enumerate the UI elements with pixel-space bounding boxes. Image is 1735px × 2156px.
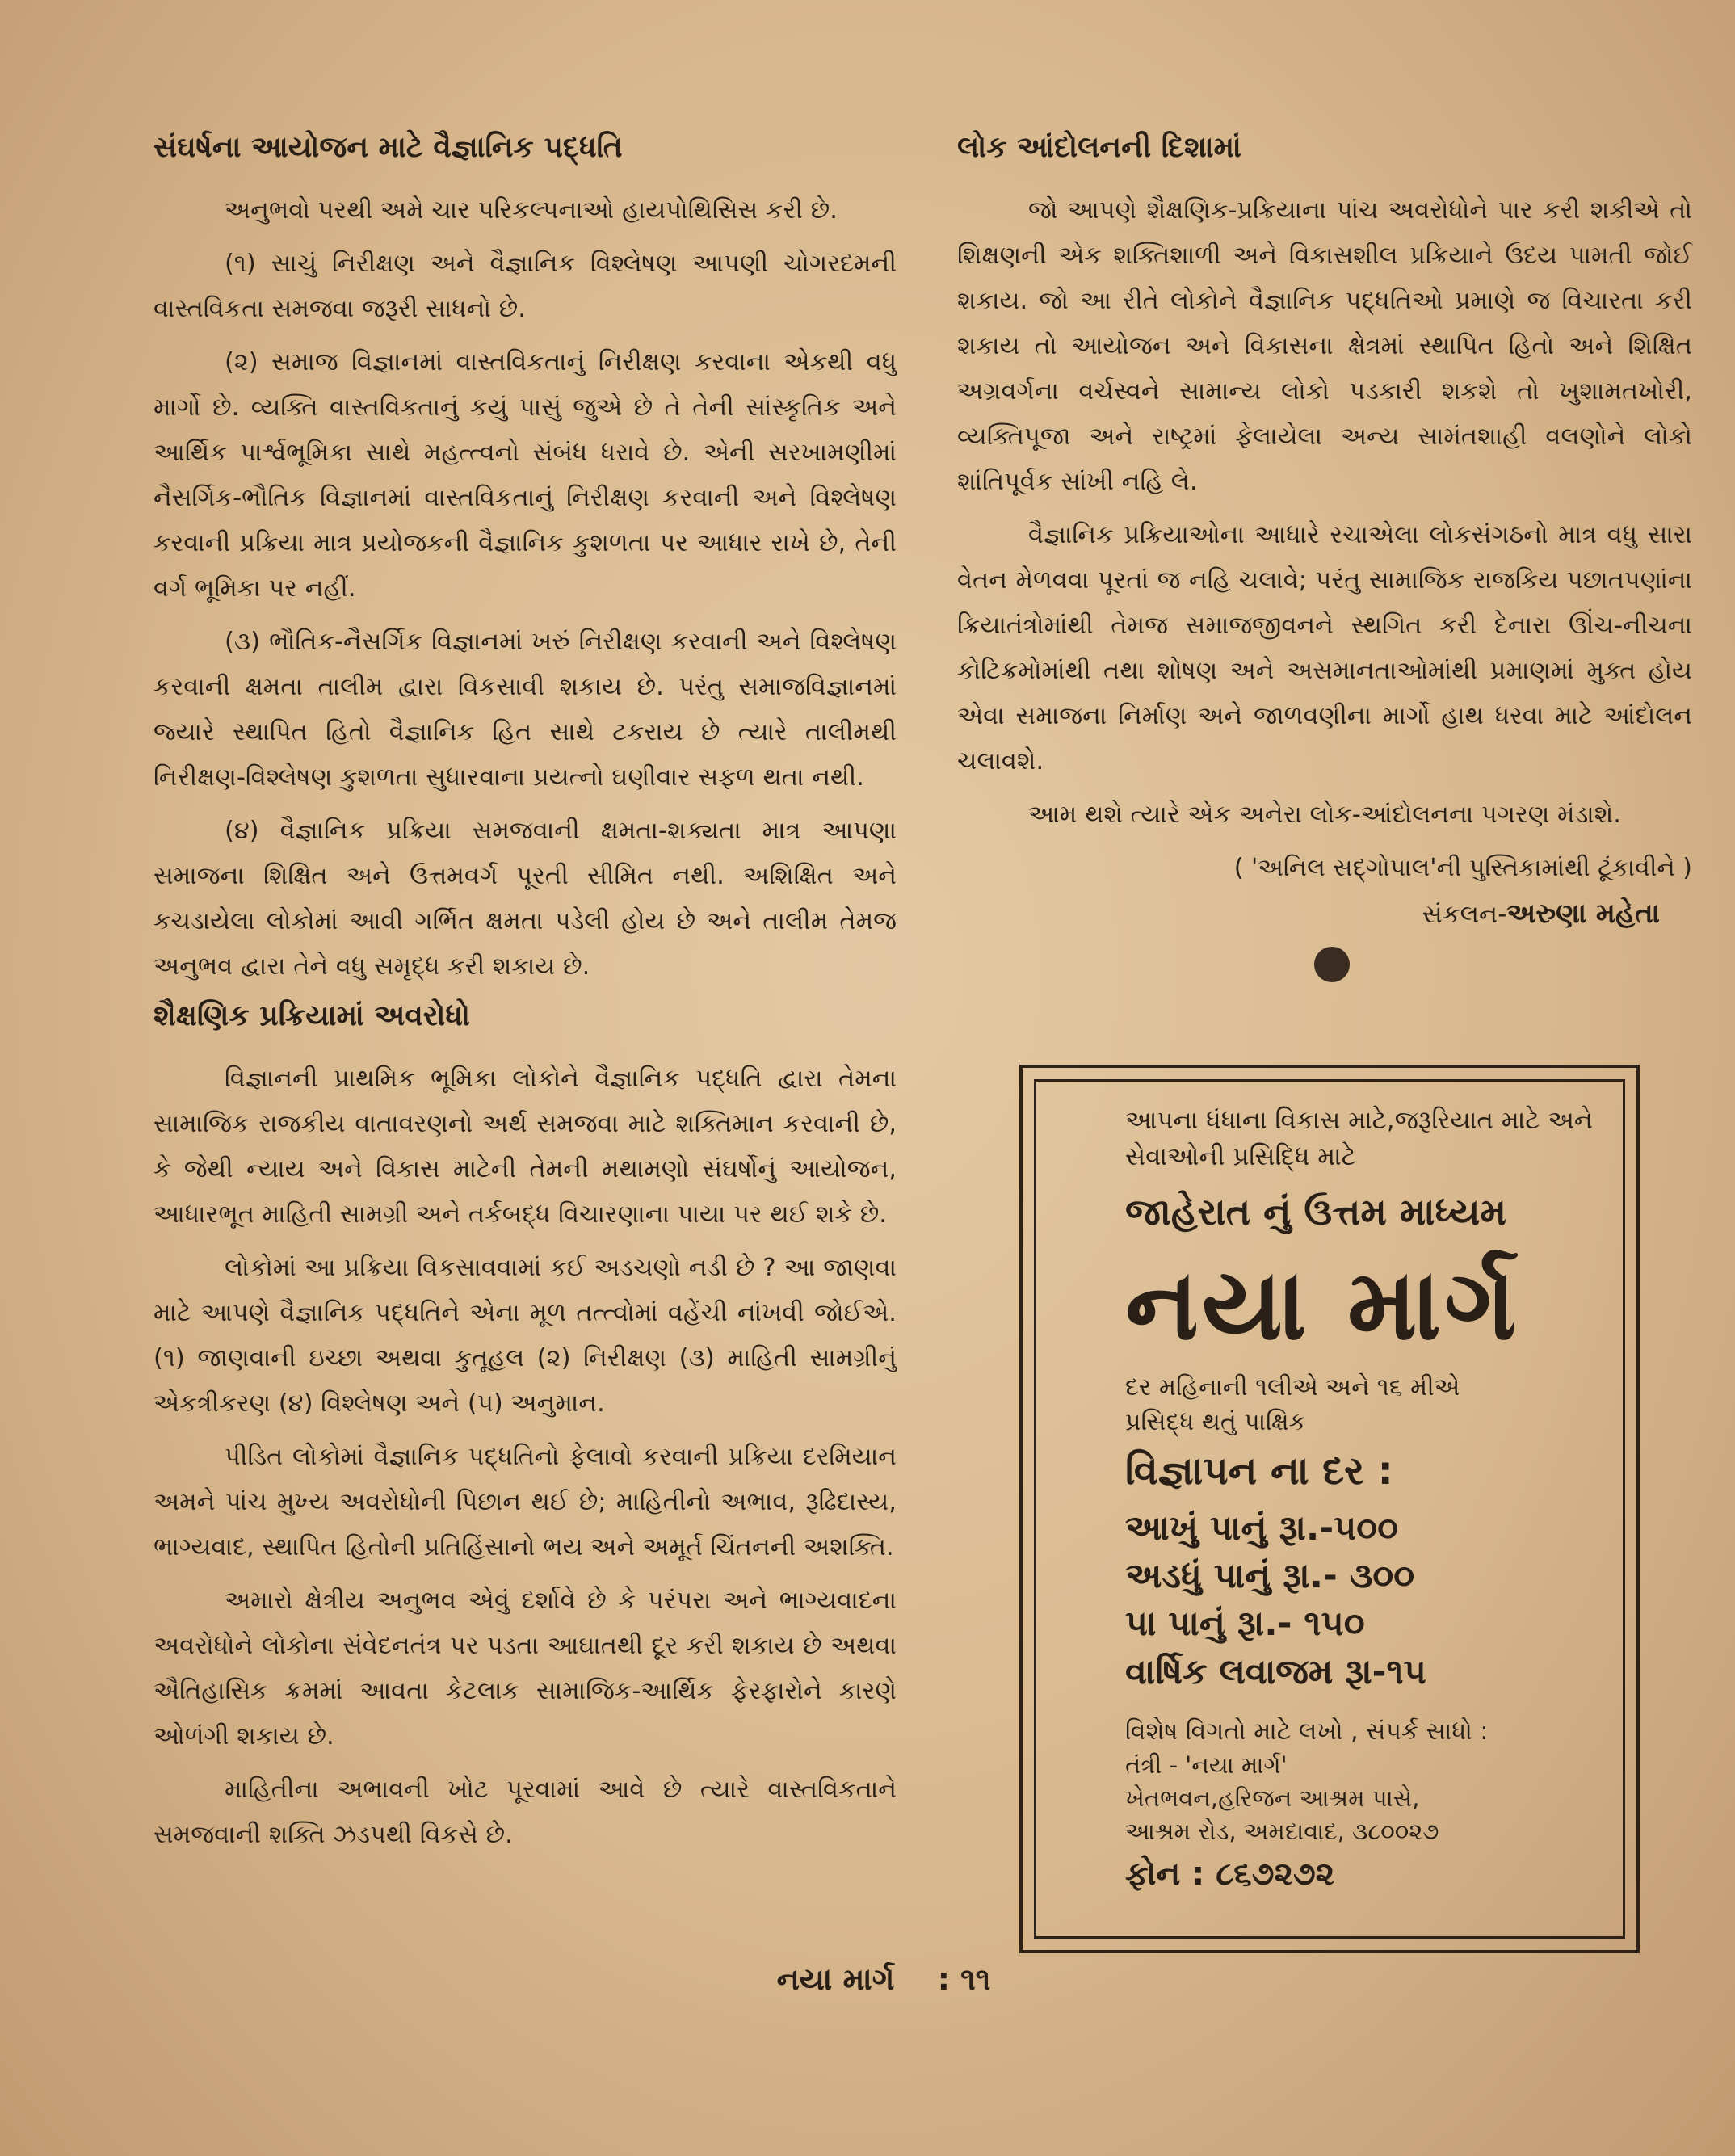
ad-address: ખેતભવન,હરિજન આશ્રમ પાસે, [1125, 1784, 1420, 1812]
byline-prefix: સંકલન- [1422, 899, 1507, 929]
section-heading-obstacles: શૈક્ષણિક પ્રક્રિયામાં અવરોધો [153, 998, 470, 1032]
paragraph: (૪) વૈજ્ઞાનિક પ્રક્રિયા સમજવાની ક્ષમતા-શક્યતા માત્ર આપણા સમાજના શિક્ષિત અને ઉત્તમવર્ગ પૂરતી સીમિત નથી. અશિક્ષિત અને કચડાયેલા લોકોમાં આવી ગર્ભિત ક્ષમતા પડેલી હોય છે અને તાલીમ તેમજ અનુભવ દ્વારા તેને વધુ સમૃદ્ધ કરી શકાય છે. [153, 816, 897, 981]
ad-tagline: સેવાઓની પ્રસિદ્ધિ માટે [1125, 1141, 1356, 1171]
ad-rate-subscription: વાર્ષિક લવાજમ રૂા-૧૫ [1125, 1651, 1426, 1692]
author-name: અરુણા મહેતા [1506, 897, 1660, 930]
footer-brand: નયા માર્ગ [776, 1961, 895, 1997]
paragraph: વૈજ્ઞાનિક પ્રક્રિયાઓના આધારે રચાએલા લોકસંગઠનો માત્ર વધુ સારા વેતન મેળવવા પૂરતાં જ નહિ ચલાવે; પરંતુ સામાજિક રાજકિય પછાતપણાંના ક્રિયાતંત્રોમાંથી તેમજ સમાજજીવનને સ્થગિત કરી દેનારા ઊંચ-નીચના કોટિક્રમોમાંથી તથા શોષણ અને અસમાનતાઓમાંથી પ્રમાણમાં મુક્ત હોય એવા સમાજના નિર્માણ અને જાળવણીના માર્ગો હાથ ધરવા માટે આંદોલન ચલાવશે. [957, 520, 1692, 775]
source-citation: ( 'અનિલ સદ્ગોપાલ'ની પુસ્તિકામાંથી ટૂંકાવીને ) [1233, 853, 1692, 882]
section-heading-method: સંઘર્ષના આયોજન માટે વૈજ્ઞાનિક પદ્ધતિ [153, 131, 623, 164]
compiler-byline [957, 891, 1692, 937]
advertisement-inner-frame [1034, 1079, 1625, 1939]
paragraph: (૧) સાચું નિરીક્ષણ અને વૈજ્ઞાનિક વિશ્લેષણ આપણી ચોગરદમની વાસ્તવિકતા સમજવા જરૂરી સાધનો છે. [153, 249, 897, 323]
paragraph: વિજ્ઞાનની પ્રાથમિક ભૂમિકા લોકોને વૈજ્ઞાનિક પદ્ધતિ દ્વારા તેમના સામાજિક રાજકીય વાતાવરણનો અર્થ સમજવા માટે શક્તિમાન કરવાની છે, કે જેથી ન્યાય અને વિકાસ માટેની તેમની મથામણો સંઘર્ષોનું આયોજન, આધારભૂત માહિતી સામગ્રી અને તર્કબદ્ધ વિચારણાના પાયા પર થઈ શકે છે. [153, 1064, 897, 1229]
advertisement-box [1019, 1065, 1640, 1953]
ad-address: તંત્રી - 'નયા માર્ગ' [1125, 1751, 1288, 1780]
paragraph: (૨) સમાજ વિજ્ઞાનમાં વાસ્તવિકતાનું નિરીક્ષણ કરવાના એકથી વધુ માર્ગો છે. વ્યક્તિ વાસ્તવિકતાનું કયું પાસું જુએ છે તે તેની સાંસ્કૃતિક અને આર્થિક પાર્શ્વભૂમિકા સાથે મહત્ત્વનો સંબંધ ધરાવે છે. એની સરખામણીમાં નૈસર્ગિક-ભૌતિક વિજ્ઞાનમાં વાસ્તવિકતાનું નિરીક્ષણ કરવાની અને વિશ્લેષણ કરવાની પ્રક્રિયા માત્ર પ્રયોજકની વૈજ્ઞાનિક કુશળતા પર આધાર રાખે છે, તેની વર્ગ ભૂમિકા પર નહીં. [153, 347, 897, 603]
ad-brand-name: નયા માર્ગ [1125, 1246, 1520, 1362]
section-end-dot [1314, 947, 1350, 982]
left-column [153, 121, 897, 1866]
ad-medium-title: જાહેરાત નું ઉત્તમ માધ્યમ [1125, 1189, 1506, 1234]
ad-rates-title: વિજ્ઞાપન ના દર : [1125, 1448, 1393, 1494]
paragraph: લોકોમાં આ પ્રક્રિયા વિકસાવવામાં કઈ અડચણો નડી છે ? આ જાણવા માટે આપણે વૈજ્ઞાનિક પદ્ધતિને એના મૂળ તત્ત્વોમાં વહેંચી નાંખવી જોઈએ. (૧) જાણવાની ઇચ્છા અથવા કુતૂહલ (૨) નિરીક્ષણ (૩) માહિતી સામગ્રીનું એકત્રીકરણ (૪) વિશ્લેષણ અને (૫) અનુમાન. [153, 1253, 897, 1418]
ad-address: આશ્રમ રોડ, અમદાવાદ, ૩૮૦૦૨૭ [1125, 1817, 1439, 1845]
section-heading-movement: લોક આંદોલનની દિશામાં [957, 131, 1241, 164]
paragraph: માહિતીના અભાવની ખોટ પૂરવામાં આવે છે ત્યારે વાસ્તવિકતાને સમજવાની શક્તિ ઝડપથી વિકસે છે. [153, 1775, 897, 1849]
ad-phone: ફોન : ૮૬૭૨૭૨ [1125, 1856, 1335, 1893]
ad-contact-line: વિશેષ વિગતો માટે લખો , સંપર્ક સાધો : [1125, 1717, 1489, 1746]
paragraph: આમ થશે ત્યારે એક અનેરા લોક-આંદોલનના પગરણ મંડાશે. [1028, 800, 1621, 829]
paragraph: અનુભવો પરથી અમે ચાર પરિકલ્પનાઓ હાયપોથિસિસ કરી છે. [225, 195, 838, 225]
paragraph: (૩) ભૌતિક-નૈસર્ગિક વિજ્ઞાનમાં ખરું નિરીક્ષણ કરવાની અને વિશ્લેષણ કરવાની ક્ષમતા તાલીમ દ્વારા વિકસાવી શકાય છે. પરંતુ સમાજવિજ્ઞાનમાં જ્યારે સ્થાપિત હિતો વૈજ્ઞાનિક હિત સાથે ટકરાય છે ત્યારે તાલીમથી નિરીક્ષણ-વિશ્લેષણ કુશળતા સુધારવાના પ્રયત્નો ઘણીવાર સફળ થતા નથી. [153, 627, 897, 792]
ad-tagline: આપના ધંધાના વિકાસ માટે,જરૂરિયાત માટે અને [1125, 1106, 1593, 1135]
ad-rate-full-page: આખું પાનું રૂા.-૫૦૦ [1125, 1507, 1399, 1549]
paragraph: જો આપણે શૈક્ષણિક-પ્રક્રિયાના પાંચ અવરોધોને પાર કરી શકીએ તો શિક્ષણની એક શક્તિશાળી અને વિકાસશીલ પ્રક્રિયાને ઉદય પામતી જોઈ શકાય. જો આ રીતે લોકોને વૈજ્ઞાનિક પદ્ધતિઓ પ્રમાણે જ વિચારતા કરી શકાય તો આયોજન અને વિકાસના ક્ષેત્રમાં સ્થાપિત હિતો અને શિક્ષિત અગ્રવર્ગના વર્ચસ્વને સામાન્ય લોકો પડકારી શકશે તો ખુશામતખોરી, વ્યક્તિપૂજા અને રાષ્ટ્રમાં ફેલાયેલા અન્ય સામંતશાહી વલણોને લોકો શાંતિપૂર્વક સાંખી નહિ લે. [957, 195, 1692, 496]
paragraph: પીડિત લોકોમાં વૈજ્ઞાનિક પદ્ધતિનો ફેલાવો કરવાની પ્રક્રિયા દરમિયાન અમને પાંચ મુખ્ય અવરોધોની પિછાન થઈ છે; માહિતીનો અભાવ, રૂઢિદાસ્ય, ભાગ્યવાદ, સ્થાપિત હિતોની પ્રતિહિંસાનો ભય અને અમૂર્ત ચિંતનની અશક્તિ. [153, 1442, 897, 1561]
right-column [957, 121, 1692, 937]
ad-rate-quarter-page: પા પાનું રૂા.- ૧૫૦ [1125, 1603, 1365, 1645]
ad-frequency: પ્રસિદ્ધ થતું પાક્ષિક [1125, 1408, 1306, 1437]
page-footer [0, 1961, 1735, 1998]
page-number: : ૧૧ [937, 1961, 991, 1997]
ad-rate-half-page: અડધું પાનું રૂા.- ૩૦૦ [1125, 1555, 1415, 1596]
ad-frequency: દર મહિનાની ૧લીએ અને ૧૬ મીએ [1125, 1372, 1460, 1402]
paragraph: અમારો ક્ષેત્રીય અનુભવ એવું દર્શાવે છે કે પરંપરા અને ભાગ્યવાદના અવરોધોને લોકોના સંવેદનતંત્ર પર પડતા આઘાતથી દૂર કરી શકાય છે અથવા ઐતિહાસિક ક્રમમાં આવતા કેટલાક સામાજિક-આર્થિક ફેરફારોને કારણે ઓળંગી શકાય છે. [153, 1586, 897, 1750]
